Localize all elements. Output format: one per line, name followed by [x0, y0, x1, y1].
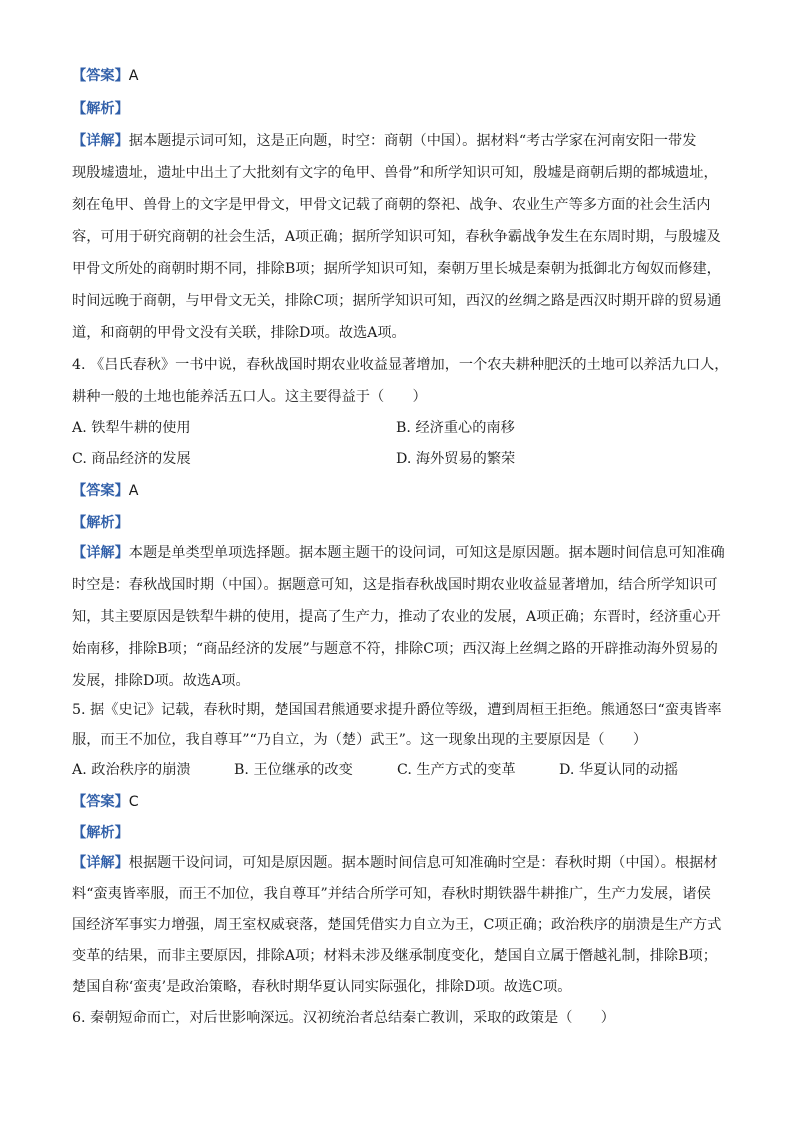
detail-line: 时间远晚于商朝，与甲骨文无关，排除C项；据所学知识可知，西汉的丝绸之路是西汉时期开辟的贸易通	[72, 293, 722, 309]
option-d: D. 海外贸易的繁荣	[396, 451, 516, 467]
answer-value: C	[128, 794, 139, 810]
detail-line: 变革的结果，而非主要原因，排除A项；材料未涉及继承制度变化，楚国自立属于僭越礼制，排除B项；	[72, 948, 717, 964]
analysis-tag: 【解析】	[72, 101, 129, 117]
answer-line-q5	[72, 792, 732, 812]
detail-line: 刻在龟甲、兽骨上的文字是甲骨文，甲骨文记载了商朝的祭祀、战争、农业生产等多方面的社会生活内	[72, 197, 711, 213]
detail-line: 楚国自称‘蛮夷’是政治策略，春秋时期华夏认同实际强化，排除D项。故选C项。	[72, 979, 572, 995]
option-a: A. 政治秩序的崩溃	[72, 762, 191, 778]
analysis-heading-q4	[72, 513, 732, 533]
question-stem-q4: 耕种一般的土地也能养活五口人。这主要得益于（ ）	[72, 389, 427, 405]
detail-line: 发展，排除D项。故选A项。	[72, 673, 250, 689]
question-stem-q5: 5. 据《史记》记载，春秋时期，楚国国君熊通要求提升爵位等级，遭到周桓王拒绝。熊通怒曰“蛮夷皆率	[72, 702, 722, 718]
detail-line: 料“蛮夷皆率服，而王不加位，我自尊耳”并结合所学可知，春秋时期铁器牛耕推广，生产力发展，诸侯	[72, 886, 711, 902]
answer-tag: 【答案】	[72, 794, 129, 810]
option-a: A. 铁犁牛耕的使用	[72, 420, 191, 436]
answer-tag: 【答案】	[72, 68, 129, 84]
option-b: B. 经济重心的南移	[396, 420, 515, 436]
detail-tag: 【详解】	[72, 133, 129, 149]
question-stem-q6: 6. 秦朝短命而亡，对后世影响深远。汉初统治者总结秦亡教训，采取的政策是（ ）	[72, 1010, 615, 1026]
analysis-heading-q5	[72, 823, 732, 843]
answer-value: A	[128, 483, 139, 499]
detail-line: 现殷墟遗址，遗址中出土了大批刻有文字的龟甲、兽骨”和所学知识可知，殷墟是商朝后期的都城遗址，	[72, 165, 718, 181]
detail-line: 容，可用于研究商朝的社会生活，A项正确；据所学知识可知，春秋争霸战争发生在东周时期，与殷墟及	[72, 229, 721, 245]
detail-line	[72, 853, 732, 873]
detail-text: 本题是单类型单项选择题。据本题主题干的设问词，可知这是原因题。据本题时间信息可知准确	[128, 545, 725, 561]
detail-line	[72, 131, 732, 151]
analysis-tag: 【解析】	[72, 825, 129, 841]
option-d: D. 华夏认同的动摇	[559, 762, 679, 778]
answer-tag: 【答案】	[72, 483, 129, 499]
question-stem-q5: 服，而王不加位，我自尊耳”“乃自立，为（楚）武王”。这一现象出现的主要原因是（ ）	[72, 732, 648, 748]
detail-line: 知，其主要原因是铁犁牛耕的使用，提高了生产力，推动了农业的发展，A项正确；东晋时，经济重心开	[72, 609, 721, 625]
answer-line-q4	[72, 481, 732, 501]
option-b: B. 王位继承的改变	[234, 762, 353, 778]
question-stem-q4: 4. 《吕氏春秋》一书中说，春秋战国时期农业收益显著增加，一个农夫耕种肥沃的土地可以养活九口人，	[72, 357, 729, 373]
analysis-heading-q3	[72, 99, 732, 119]
option-c: C. 商品经济的发展	[72, 451, 191, 467]
answer-line-q3	[72, 66, 732, 86]
analysis-tag: 【解析】	[72, 515, 129, 531]
detail-text: 据本题提示词可知，这是正向题，时空：商朝（中国）。据材料“考古学家在河南安阳一带发	[128, 133, 697, 149]
detail-line: 时空是：春秋战国时期（中国）。据题意可知，这是指春秋战国时期农业收益显著增加，结合所学知识可	[72, 577, 718, 593]
detail-line	[72, 543, 732, 563]
answer-value: A	[128, 68, 139, 84]
detail-line: 甲骨文所处的商朝时期不同，排除B项；据所学知识可知，秦朝万里长城是秦朝为抵御北方匈奴而修建，	[72, 261, 721, 277]
detail-line: 始南移，排除B项；“商品经济的发展”与题意不符，排除C项；西汉海上丝绸之路的开辟推动海外贸易的	[72, 641, 718, 657]
detail-tag: 【详解】	[72, 545, 129, 561]
detail-line: 国经济军事实力增强，周王室权威衰落，楚国凭借实力自立为王，C项正确；政治秩序的崩溃是生产方式	[72, 917, 722, 933]
detail-tag: 【详解】	[72, 855, 129, 871]
option-c: C. 生产方式的变革	[397, 762, 516, 778]
detail-text: 根据题干设问词，可知是原因题。据本题时间信息可知准确时空是：春秋时期（中国）。根据材	[128, 855, 718, 871]
detail-line: 道，和商朝的甲骨文没有关联，排除D项。故选A项。	[72, 325, 406, 341]
